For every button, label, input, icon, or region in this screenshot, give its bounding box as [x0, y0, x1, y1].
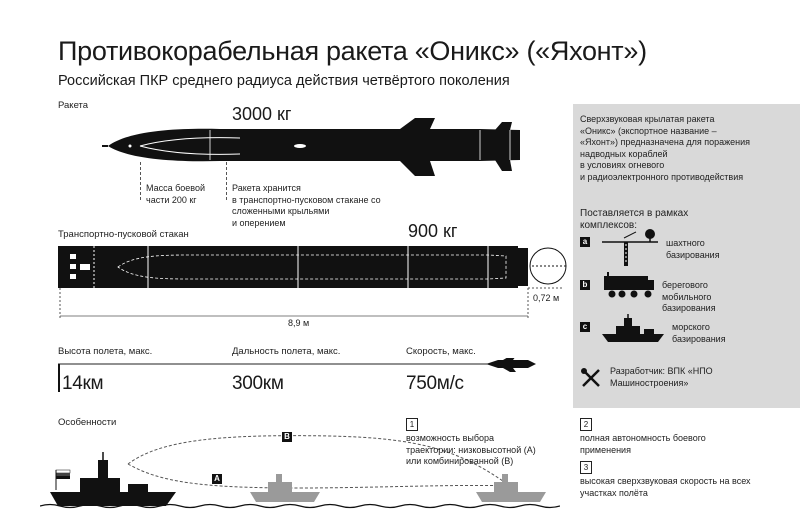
feature-number-3: 3 — [580, 461, 592, 474]
container-length: 8,9 м — [288, 318, 310, 328]
complex-label-a: шахтного базирования — [666, 238, 720, 260]
stat-label-range: Дальность полета, макс. — [232, 346, 341, 357]
sidebar-complexes-title: Поставляется в рамках комплексов: — [580, 208, 689, 231]
page-title: Противокорабельная ракета «Оникс» («Яхонт») — [58, 36, 647, 66]
developer-note: Разработчик: ВПК «НПО Машиностроения» — [610, 366, 713, 388]
warship-icon — [600, 314, 666, 344]
feature-text-2: полная автономность боевого применения — [580, 433, 706, 455]
feature-text-3: высокая сверхзвуковая скорость на всех участках полёта — [580, 476, 751, 498]
complex-badge-c: c — [580, 322, 590, 332]
page-subtitle: Российская ПКР среднего радиуса действия четвёртого поколения — [58, 73, 510, 89]
truck-launcher-icon — [600, 268, 658, 300]
missile-mass: 3000 кг — [232, 104, 292, 124]
feature-number-1: 1 — [406, 418, 418, 431]
missile-section-label: Ракета — [58, 100, 89, 111]
stat-value-altitude: 14км — [62, 373, 104, 394]
missile-illustration — [100, 116, 530, 178]
stat-label-altitude: Высота полета, макс. — [58, 346, 153, 357]
stat-value-range: 300км — [232, 373, 284, 394]
feature-text-1: возможность выбора траектории: низковысотной (А) или комбинированной (В) — [406, 433, 536, 466]
complex-label-b: берегового мобильного базирования — [662, 280, 716, 313]
feature-number-2: 2 — [580, 418, 592, 431]
warhead-note: Масса боевой части 200 кг — [146, 183, 205, 205]
sidebar-description: Сверхзвуковая крылатая ракета «Оникс» (экспортное название – «Яхонт») предназначена для поражения надводных кораблей в условиях огневого и радиоэлектронного противодействия — [580, 114, 751, 182]
container-mass: 900 кг — [408, 221, 458, 241]
features-section-label: Особенности — [58, 417, 117, 428]
trajectory-badge-a: A — [212, 474, 222, 484]
container-illustration — [58, 238, 570, 320]
silo-icon — [600, 226, 660, 268]
stats-timeline — [58, 358, 538, 398]
container-section-label: Транспортно-пусковой стакан — [58, 229, 189, 240]
container-diameter: 0,72 м — [533, 293, 560, 303]
trajectory-badge-b: B — [282, 432, 292, 442]
complex-badge-a: a — [580, 237, 590, 247]
stat-value-speed: 750м/с — [406, 373, 464, 394]
stat-label-speed: Скорость, макс. — [406, 346, 476, 357]
complex-label-c: морского базирования — [672, 322, 726, 344]
tools-icon — [580, 367, 602, 389]
complex-badge-b: b — [580, 280, 590, 290]
container-storage-note: Ракета хранится в транспортно-пусковом стакане со сложенными крыльями и оперением — [232, 183, 381, 228]
